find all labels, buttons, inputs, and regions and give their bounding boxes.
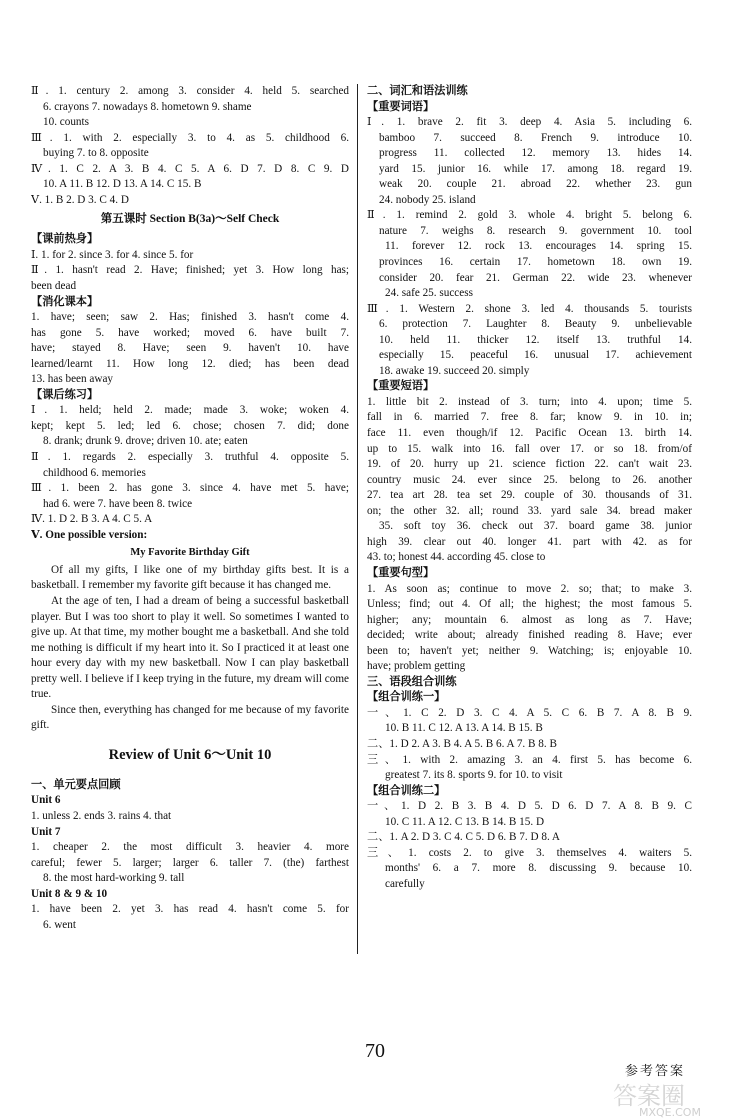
answer-line: months' 6. a 7. more 8. discussing 9. because 10.	[385, 862, 692, 875]
essay-paragraph: At the age of ten, I had a dream of being a successful basketball player. But I was too short to play it well. So sometimes I wanted to give up. At that time, my mother bought me a basketball. And she told me nothing is difficult if my heart into it. So I practiced it at least one hour every day with my new basketball. Now I can play basketball pretty well. I believe if I keep trying in the future, my dream will come true.	[31, 594, 349, 701]
answer-line: 24. safe 25. success	[385, 287, 473, 300]
answer-line: 8. the most hard-working 9. tall	[43, 872, 185, 885]
answer-line: provinces 16. certain 17. hometown 18. own 19.	[379, 256, 692, 269]
lesson-title: 第五课时 Section B(3a)～Self Check	[100, 213, 280, 226]
answer-line: 1. little bit 2. instead of 3. turn; into 4. upon; time 5.	[367, 395, 692, 408]
answer-line: fall in 6. married 7. free 8. far; know 9. in 10. in;	[367, 411, 692, 424]
section-label: 【重要短语】	[367, 380, 435, 393]
answer-line: careful; fewer 5. larger; larger 6. taller 7. (the) farthest	[31, 856, 349, 869]
answer-line: 1. unless 2. ends 3. rains 4. that	[31, 809, 172, 822]
answer-line: 13. has been away	[31, 373, 114, 386]
answer-line: 19. of 20. hurry up 21. science fiction 22. can't wait 23.	[367, 458, 692, 471]
section-label: 【课前热身】	[31, 233, 99, 246]
left-column	[31, 84, 349, 933]
answer-line: higher; any; mountain 6. almost as long as 7. Have;	[367, 613, 692, 626]
answer-line: Ⅳ. 1. D 2. B 3. A 4. C 5. A	[31, 513, 153, 526]
essay-paragraph: Of all my gifts, I like one of my birthday gifts best. It is a basketball. I remember my favorite gift because it has changed me.	[31, 563, 349, 592]
answer-line: carefully	[385, 877, 425, 890]
answer-line: 10. B 11. C 12. A 13. A 14. B 15. B	[385, 722, 543, 735]
page-number: 70	[365, 1040, 385, 1062]
answer-line: Ⅲ. 1. been 2. has gone 3. since 4. have met 5. have;	[31, 482, 349, 495]
essay-title: My Favorite Birthday Gift	[130, 547, 250, 559]
unit-label: Unit 8 & 9 & 10	[31, 887, 108, 900]
answer-line: 一、1. C 2. D 3. C 4. A 5. C 6. B 7. A 8. B 9.	[367, 706, 692, 719]
answer-line: decided; write about; already finished reading 8. Have; ever	[367, 629, 692, 642]
answer-line: Ⅱ. 1. century 2. among 3. consider 4. held 5. searched	[31, 85, 349, 97]
answer-line: 一、1. D 2. B 3. B 4. D 5. D 6. D 7. A 8. B 9. C	[367, 800, 692, 813]
essay-paragraph: Since then, everything has changed for me because of my favorite gift.	[31, 703, 349, 732]
answer-line: Ⅰ. 1. for 2. since 3. for 4. since 5. for	[31, 248, 194, 261]
answer-line: Ⅱ. 1. remind 2. gold 3. whole 4. bright 5. belong 6.	[367, 209, 692, 222]
answer-line: been dead	[31, 280, 77, 293]
section-label: 【重要词语】	[367, 100, 435, 113]
section-label: 【课后练习】	[31, 388, 99, 401]
answer-line: Ⅱ. 1. hasn't read 2. Have; finished; yet 3. How long has;	[31, 264, 349, 277]
answer-line: Ⅳ. 1. C 2. A 3. B 4. C 5. A 6. D 7. D 8. C 9. D	[31, 162, 349, 175]
answer-line: 二、1. D 2. A 3. B 4. A 5. B 6. A 7. B 8. B	[367, 737, 557, 750]
section-label: 二、词汇和语法训练	[367, 85, 468, 97]
answer-line: Ⅴ. One possible version:	[31, 528, 148, 541]
answer-line: 10. counts	[43, 116, 89, 129]
footer-label: 参考答案	[625, 1064, 686, 1079]
section-label: 【组合训练一】	[367, 691, 446, 704]
answer-line: bamboo 7. succeed 8. French 9. introduce 10.	[379, 131, 692, 144]
answer-line: 1. have been 2. yet 3. has read 4. hasn't come 5. for	[31, 903, 349, 916]
watermark-text: 答案圈	[613, 1082, 685, 1110]
answer-line: face 11. even though/if 12. Pacific Ocean 13. birth 14.	[367, 427, 692, 440]
review-title: Review of Unit 6～Unit 10	[108, 746, 272, 763]
section-label: 三、语段组合训练	[367, 675, 457, 688]
answer-line: 1. As soon as; continue to move 2. so; that; to make 3.	[367, 582, 692, 595]
answer-line: 8. drank; drunk 9. drove; driven 10. ate; eaten	[43, 435, 248, 448]
answer-line: 11. forever 12. rock 13. encourages 14. spring 15.	[385, 240, 692, 253]
answer-line: has gone 5. have worked; moved 6. have built 7.	[31, 326, 349, 339]
watermark-url: MXQE.COM	[639, 1106, 701, 1118]
answer-line: 10. C 11. A 12. C 13. B 14. B 15. D	[385, 815, 545, 828]
section-label: 一、单元要点回顾	[31, 778, 121, 791]
answer-line: country music 24. ever since 25. belong to 26. another	[367, 473, 692, 486]
section-label: 【消化课本】	[31, 295, 99, 308]
continued-answers	[31, 84, 349, 208]
answer-line: 二、1. A 2. D 3. C 4. C 5. D 6. B 7. D 8. A	[367, 831, 560, 844]
answer-line: 1. cheaper 2. the most difficult 3. heavier 4. more	[31, 841, 349, 854]
answer-line: Ⅰ. 1. brave 2. fit 3. deep 4. Asia 5. including 6.	[367, 116, 692, 129]
answer-line: learned/learnt 11. How long 12. died; has been dead	[31, 357, 349, 370]
answer-line: greatest 7. its 8. sports 9. for 10. to visit	[385, 769, 563, 782]
answer-line: 43. to; honest 44. according 45. close to	[367, 551, 546, 564]
column-divider	[357, 84, 358, 954]
section-label: 【重要句型】	[367, 566, 435, 579]
answer-line: nature 7. weighs 8. research 9. government 10. tool	[379, 224, 692, 237]
answer-line: 10. A 11. B 12. D 13. A 14. C 15. B	[43, 178, 202, 191]
unit-label: Unit 7	[31, 825, 61, 838]
section-label: 【组合训练二】	[367, 784, 446, 797]
answer-line: high 39. clear out 40. longer 41. part with 42. as for	[367, 535, 692, 548]
answer-line: Unless; find; out 4. Of all; the highest; the most famous 5.	[367, 598, 692, 611]
answer-line: kept; kept 5. led; led 6. chose; chosen 7. did; done	[31, 419, 349, 432]
answer-line: yard 15. junior 16. while 17. among 18. regard 19.	[379, 162, 692, 175]
answer-line: 6. went	[43, 918, 76, 931]
answer-line: 6. protection 7. Laughter 8. Beauty 9. unbelievable	[379, 318, 692, 331]
answer-line: 1. have; seen; saw 2. Has; finished 3. hasn't come 4.	[31, 311, 349, 324]
answer-line: Ⅱ. 1. regards 2. especially 3. truthful 4. opposite 5.	[31, 451, 349, 464]
answer-line: progress 11. collected 12. memory 13. hides 14.	[379, 147, 692, 160]
answer-line: Ⅲ. 1. Western 2. shone 3. led 4. thousands 5. tourists	[367, 302, 692, 315]
answer-line: 24. nobody 25. island	[379, 193, 476, 206]
answer-line: 三、1. with 2. amazing 3. an 4. first 5. has become 6.	[367, 753, 692, 766]
answer-line: have; problem getting	[367, 660, 466, 673]
answer-line: 35. soft toy 36. check out 37. board game 38. junior	[379, 520, 692, 533]
answer-line: especially 15. peaceful 16. unusual 17. achievement	[379, 349, 692, 362]
answer-line: 6. crayons 7. nowadays 8. hometown 9. shame	[43, 100, 252, 113]
answer-line: had 6. were 7. have been 8. twice	[43, 497, 193, 510]
answer-line: Ⅲ. 1. with 2. especially 3. to 4. as 5. childhood 6.	[31, 131, 349, 144]
answer-line: 三、1. costs 2. to give 3. themselves 4. waiters 5.	[367, 846, 692, 859]
answer-line: 27. tea art 28. tea set 29. couple of 30. thousands of 31.	[367, 489, 692, 502]
answer-line: 10. held 11. thicker 12. itself 13. truthful 14.	[379, 333, 692, 346]
answer-line: have; stayed 8. Have; seen 9. haven't 10. have	[31, 342, 349, 355]
answer-line: Ⅰ. 1. held; held 2. made; made 3. woke; woken 4.	[31, 404, 349, 417]
answer-line: weak 20. couple 21. abroad 22. whether 23. gun	[379, 178, 692, 191]
answer-line: up to 15. walk into 16. fall over 17. or so 18. from/of	[367, 442, 692, 455]
answer-line: childhood 6. memories	[43, 466, 146, 479]
watermark-logo	[605, 1078, 745, 1118]
unit-label: Unit 6	[31, 794, 61, 807]
answer-line: 18. awake 19. succeed 20. simply	[379, 364, 530, 377]
answer-line: buying 7. to 8. opposite	[43, 147, 149, 160]
right-column	[367, 84, 692, 892]
answer-line: been to; haven't yet; neither 9. Watching; is; enjoyable 10.	[367, 644, 692, 657]
answer-line: consider 20. fear 21. German 22. wide 23. whenever	[379, 271, 692, 284]
answer-line: on; the other 32. all; round 33. yard sale 34. bread maker	[367, 504, 692, 517]
answer-line: Ⅴ. 1. B 2. D 3. C 4. D	[31, 193, 129, 206]
